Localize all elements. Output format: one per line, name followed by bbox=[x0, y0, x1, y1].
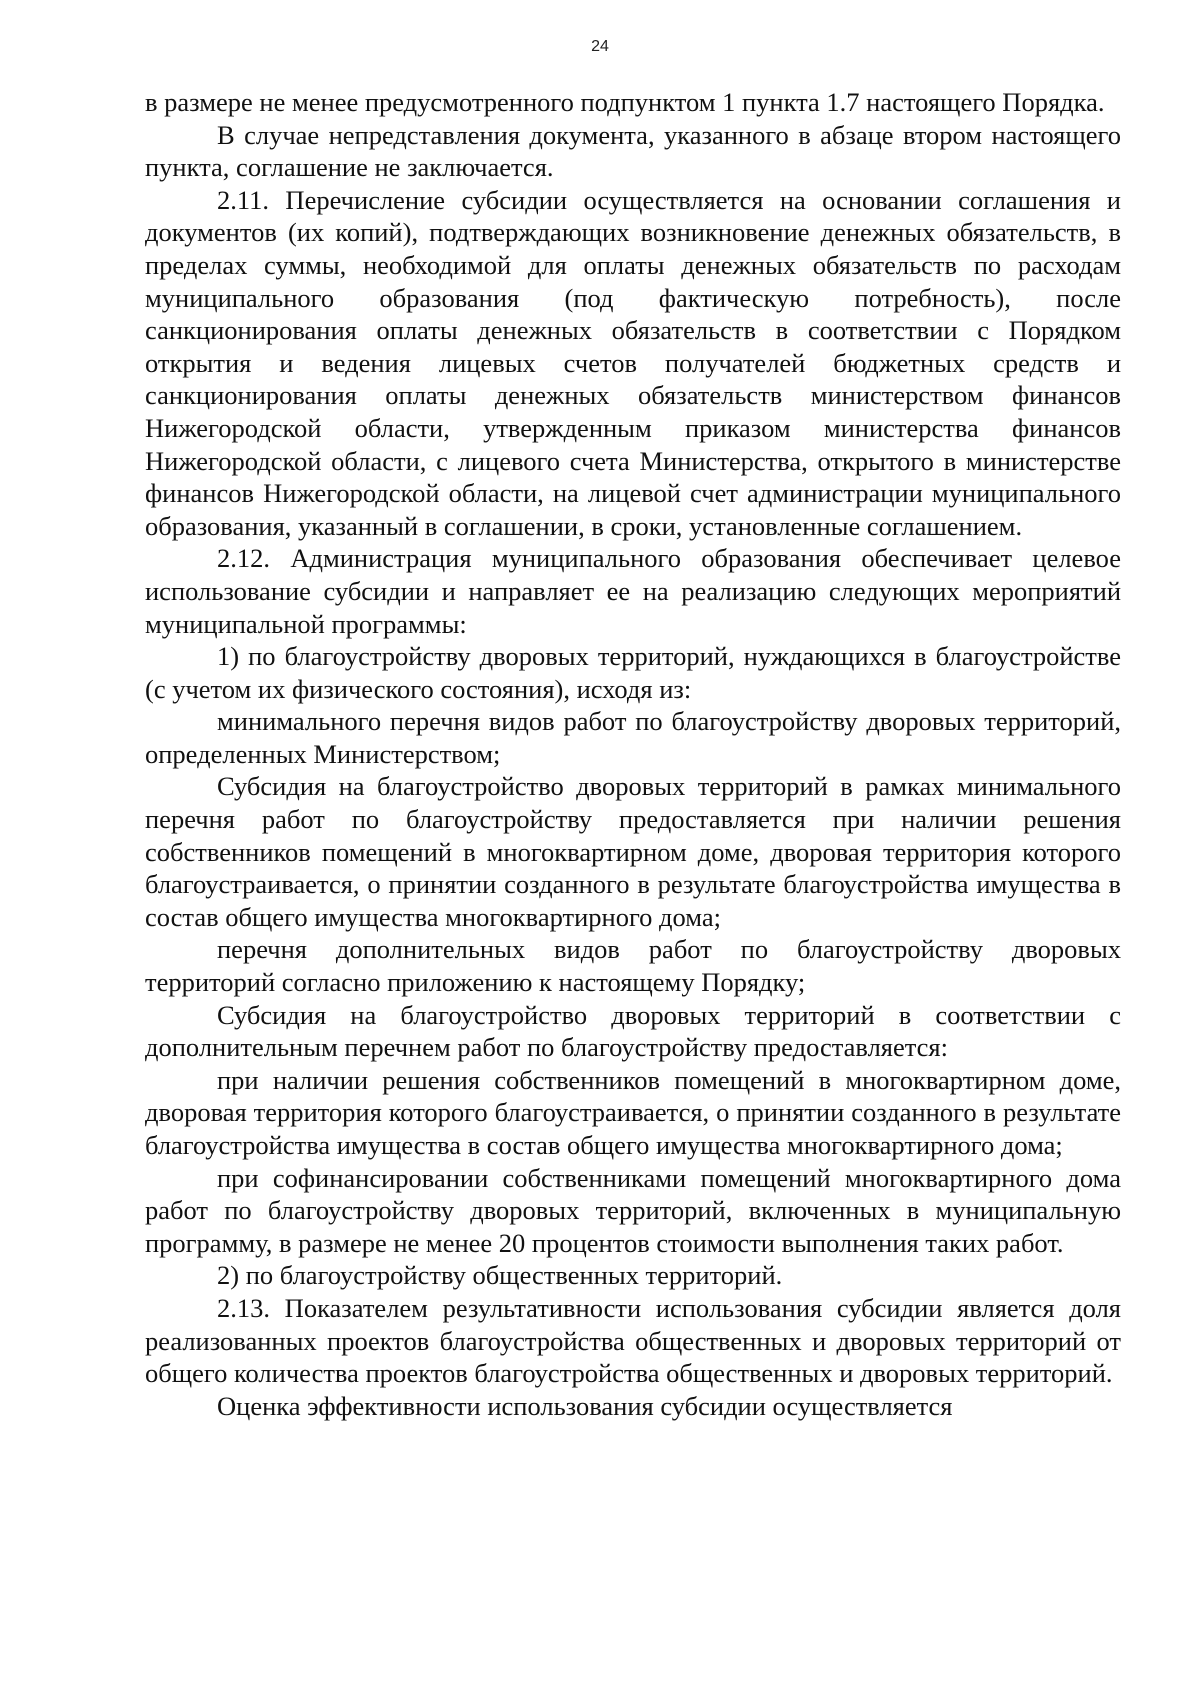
paragraph-additional-list: перечня дополнительных видов работ по благоустройству дворовых территорий согласно приложению к настоящему Порядку; bbox=[145, 934, 1121, 998]
paragraph-2-11: 2.11. Перечисление субсидии осуществляется на основании соглашения и документов (их копий), подтверждающих возникновение денежных обязательств, в пределах суммы, необходимой для оплаты денежных обязательств по расходам муниципального образования (под фактическую потребность), после санкционирования оплаты денежных обязательств в соответствии с Порядком открытия и ведения лицевых счетов получателей бюджетных средств и санкционирования оплаты денежных обязательств министерством финансов Нижегородской области, утвержденным приказом министерства финансов Нижегородской области, с лицевого счета Министерства, открытого в министерстве финансов Нижегородской области, на лицевой счет администрации муниципального образования, указанный в соглашении, в сроки, установленные соглашением. bbox=[145, 184, 1121, 541]
paragraph-continuation: в размере не менее предусмотренного подпунктом 1 пункта 1.7 настоящего Порядка. bbox=[145, 87, 1105, 117]
paragraph-non-submission: В случае непредставления документа, указанного в абзаце втором настоящего пункта, соглашение не заключается. bbox=[145, 119, 1121, 183]
page-number: 24 bbox=[591, 38, 609, 55]
paragraph-item-2: 2) по благоустройству общественных территорий. bbox=[217, 1260, 783, 1291]
paragraph-evaluation: Оценка эффективности использования субсидии осуществляется bbox=[217, 1390, 953, 1421]
paragraph-item-1: 1) по благоустройству дворовых территорий, нуждающихся в благоустройстве (с учетом их физического состояния), исходя из: bbox=[145, 641, 1121, 704]
paragraph-subsidy-additional: Субсидия на благоустройство дворовых территорий в соответствии с дополнительным перечнем работ по благоустройству предоставляется: bbox=[145, 999, 1121, 1063]
paragraph-owners-decision: при наличии решения собственников помещений в многоквартирном доме, дворовая территория которого благоустраивается, о принятии созданного в результате благоустройства имущества в состав общего имущества многоквартирного дома; bbox=[145, 1064, 1121, 1160]
paragraph-2-12: 2.12. Администрация муниципального образования обеспечивает целевое использование субсидии и направляет ее на реализацию следующих мероприятий муниципальной программы: bbox=[145, 543, 1121, 639]
paragraph-2-13: 2.13. Показателем результативности использования субсидии является доля реализованных проектов благоустройства общественных и дворовых территорий от общего количества проектов благоустройства общественных и дворовых территорий. bbox=[145, 1292, 1121, 1389]
paragraph-subsidy-minimal: Субсидия на благоустройство дворовых территорий в рамках минимального перечня работ по благоустройству предоставляется при наличии решения собственников помещений в многоквартирном доме, дворовая территория которого благоустраивается, о принятии созданного в результате благоустройства имущества в состав общего имущества многоквартирного дома; bbox=[145, 771, 1121, 932]
paragraph-cofinancing: при софинансировании собственниками помещений многоквартирного дома работ по благоустройству дворовых территорий, включенных в муниципальную программу, в размере не менее 20 процентов стоимости выполнения таких работ. bbox=[145, 1162, 1121, 1258]
document-body bbox=[145, 86, 1121, 1422]
paragraph-minimal-list: минимального перечня видов работ по благоустройству дворовых территорий, определенных Министерством; bbox=[145, 706, 1121, 769]
